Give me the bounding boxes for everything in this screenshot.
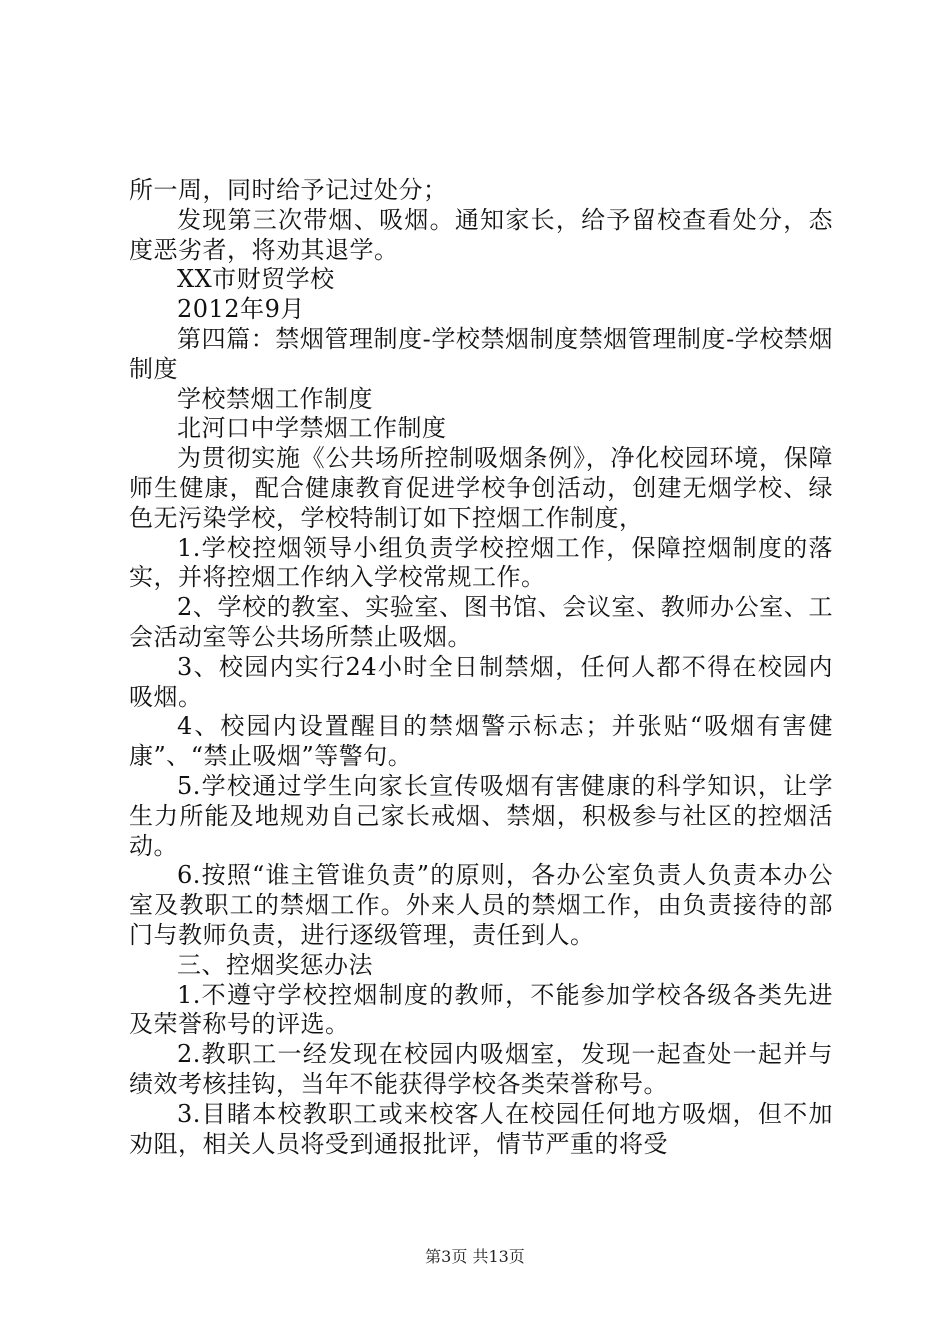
list-item: 2、学校的教室、实验室、图书馆、会议室、教师办公室、工会活动室等公共场所禁止吸烟。 [129,593,833,651]
list-item: 1.不遵守学校控烟制度的教师，不能参加学校各级各类先进及荣誉称号的评选。 [129,980,833,1039]
list-item: 3、校园内实行24小时全日制禁烟，任何人都不得在校园内吸烟。 [129,652,833,711]
paragraph: 2012年9月 [177,295,305,324]
paragraph: 北河口中学禁烟工作制度 [177,414,447,443]
section-heading: 第四篇：禁烟管理制度-学校禁烟制度禁烟管理制度-学校禁烟制度 [129,324,833,383]
paragraph: 学校禁烟工作制度 [177,384,373,413]
list-item: 1.学校控烟领导小组负责学校控烟工作，保障控烟制度的落实，并将控烟工作纳入学校常规工作。 [129,533,833,592]
list-item: 4、校园内设置醒目的禁烟警示标志；并张贴“吸烟有害健康”、“禁止吸烟”等警句。 [129,712,833,771]
paragraph: XX市财贸学校 [177,265,335,294]
paragraph: 为贯彻实施《公共场所控制吸烟条例》，净化校园环境，保障师生健康，配合健康教育促进学校争创活动，创建无烟学校、绿色无污染学校，学校特制订如下控烟工作制度， [129,444,833,532]
list-item: 6.按照“谁主管谁负责”的原则，各办公室负责人负责本办公室及教职工的禁烟工作。外来人员的禁烟工作，由负责接待的部门与教师负责，进行逐级管理，责任到人。 [129,861,833,949]
section-heading: 三、控烟奖惩办法 [177,950,373,979]
paragraph: 发现第三次带烟、吸烟。通知家长，给予留校查看处分，态度恶劣者，将劝其退学。 [129,205,833,264]
page-number-footer: 第3页 共13页 [425,1247,525,1266]
list-item: 3.目睹本校教职工或来校客人在校园任何地方吸烟，但不加劝阻，相关人员将受到通报批评，情节严重的将受 [129,1099,833,1158]
paragraph: 所一周，同时给予记过处分； [129,176,448,204]
list-item: 2.教职工一经发现在校园内吸烟室，发现一起查处一起并与绩效考核挂钩，当年不能获得学校各类荣誉称号。 [129,1040,833,1098]
list-item: 5.学校通过学生向家长宣传吸烟有害健康的科学知识，让学生力所能及地规劝自己家长戒烟、禁烟，积极参与社区的控烟活动。 [129,771,833,860]
document-body [129,176,833,1159]
